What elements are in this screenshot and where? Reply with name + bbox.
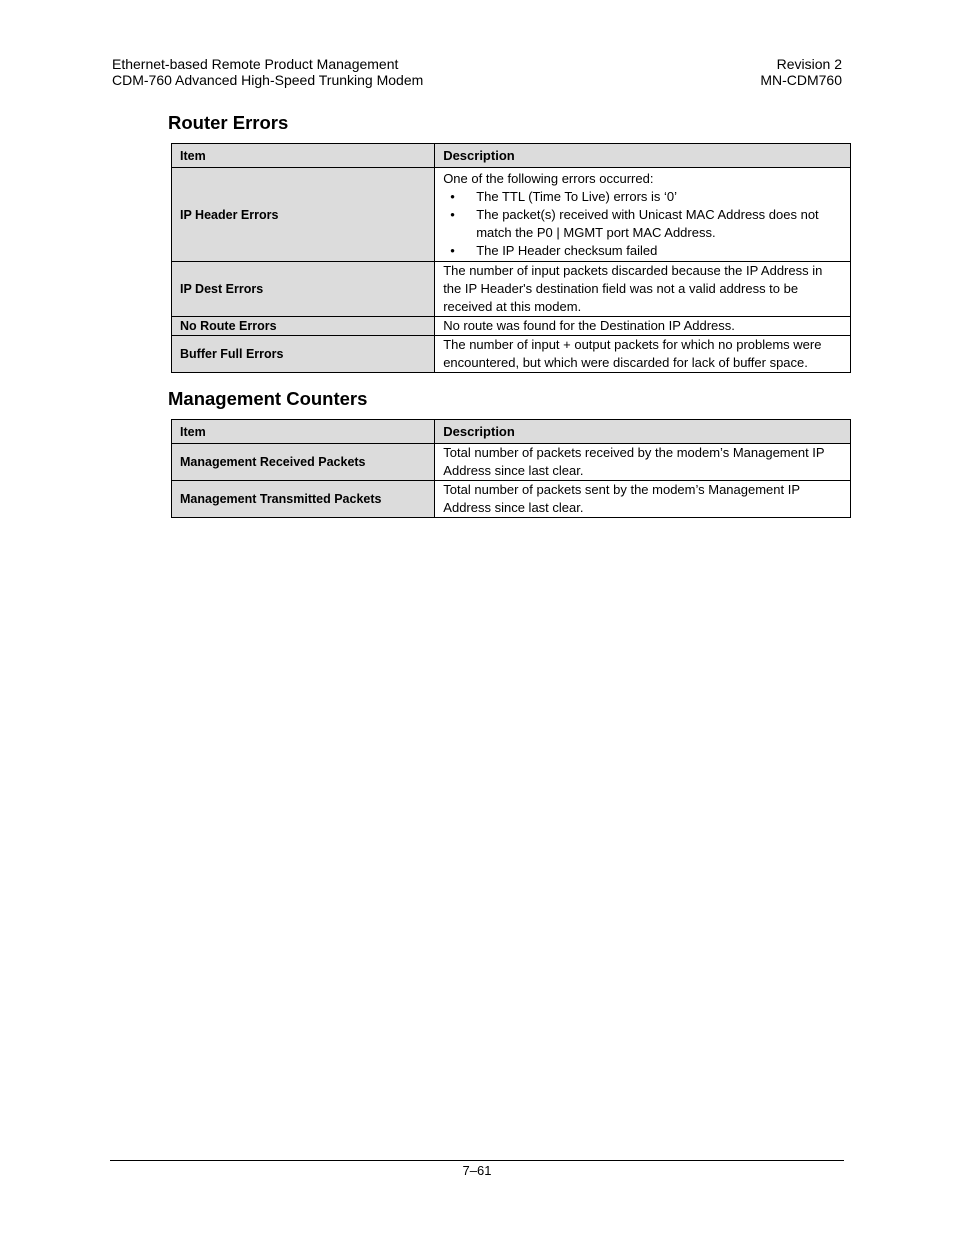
page-number: 7–61 [462,1163,492,1178]
row-description [435,168,851,262]
header-doc-title: Ethernet-based Remote Product Management [112,56,399,72]
row-description: Total number of packets sent by the modem’s Management IP Address since last clear. [435,481,851,518]
row-item: Management Transmitted Packets [172,481,435,518]
column-header-item: Item [172,420,435,444]
table-row [172,481,851,518]
row-item: Management Received Packets [172,444,435,481]
column-header-item: Item [172,144,435,168]
header-right [760,56,842,88]
list-item: • The TTL (Time To Live) errors is ‘0’ [476,188,842,206]
list-item: • The IP Header checksum failed [476,242,842,260]
column-header-description: Description [435,144,851,168]
header-product-name: CDM-760 Advanced High-Speed Trunking Modem [112,72,424,88]
error-bullet-list [443,188,842,260]
column-header-description: Description [435,420,851,444]
table-row [172,336,851,373]
router-errors-title: Router Errors [168,112,289,133]
row-item: IP Dest Errors [172,262,435,317]
table-row [172,262,851,317]
description-intro: One of the following errors occurred: [443,170,654,186]
list-item: • The packet(s) received with Unicast MAC Address does not match the P0 | MGMT port MAC Address. [476,206,842,242]
header-manual-number: MN-CDM760 [760,72,842,88]
management-counters-table [171,419,851,518]
row-description: Total number of packets received by the modem’s Management IP Address since last clear. [435,444,851,481]
row-item: No Route Errors [172,317,435,336]
table-row [172,168,851,262]
row-description: No route was found for the Destination IP Address. [435,317,851,336]
table-header-row [172,420,851,444]
row-item: IP Header Errors [172,168,435,262]
row-description: The number of input packets discarded because the IP Address in the IP Header's destination field was not a valid address to be received at this modem. [435,262,851,317]
footer-rule [110,1160,844,1161]
header-revision: Revision 2 [776,56,842,72]
row-item: Buffer Full Errors [172,336,435,373]
table-row [172,317,851,336]
table-header-row [172,144,851,168]
header-left [112,56,423,88]
router-errors-table [171,143,851,373]
table-row [172,444,851,481]
row-description: The number of input + output packets for which no problems were encountered, but which were discarded for lack of buffer space. [435,336,851,373]
management-counters-title: Management Counters [168,388,368,409]
